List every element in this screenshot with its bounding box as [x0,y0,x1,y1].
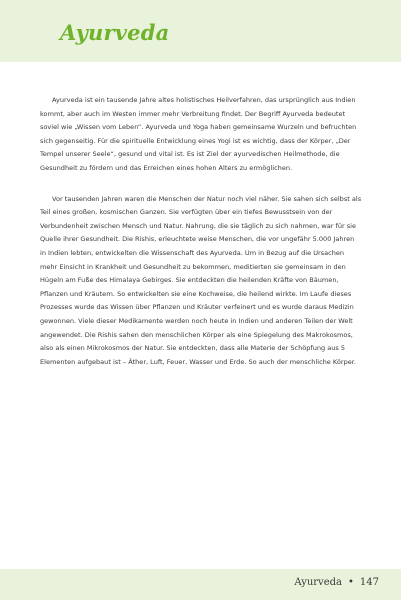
body-text [40,94,362,386]
footer-separator: • [348,577,354,588]
paragraph-1: Ayurveda ist ein tausende Jahre altes holistisches Heilverfahren, das ursprünglich aus Indien kommt, aber auch im Westen immer mehr Verbreitung findet. Der Begriff Ayurveda bedeutet soviel wie „Wissen vom Leben“. Ayurveda und Yoga haben gemeinsame Wurzeln und befruchten sich gegenseitig. Für die spirituelle Entwicklung eines Yogi ist es wichtig, dass der Körper, „Der Tempel unserer Seele“, gesund und vital ist. Es ist Ziel der ayurvedischen Heilmethode, die Gesundheit zu fördern und das Erreichen eines hohen Alters zu ermöglichen. [40,96,357,172]
paragraph-2: Vor tausenden Jahren waren die Menschen der Natur noch viel näher. Sie sahen sich selbst als Teil eines großen, kosmischen Ganzen. Sie verfügten über ein tiefes Bewusstsein von der Verbundenheit zwischen Mensch und Natur. Nahrung, die sie täglich zu sich nahmen, war für sie Quelle ihrer Gesundheit. Die Rishis, erleuchtete weise Menschen, die vor ungefähr 5.000 Jahren in Indien lebten, entwickelten die Wissenschaft des Ayurveda. Um in Bezug auf die Ursachen mehr Einsicht in Krankheit und Gesundheit zu bekommen, meditierten sie gemeinsam in den Hügeln am Fuße des Himalaya Gebirges. Sie entdeckten die heilenden Kräfte von Bäumen, Pflanzen und Kräutern. So entwickelten sie eine Kochweise, die heilend wirkte. Im Laufe dieses Prozesses wurde das Wissen über Pflanzen und Kräuter verfeinert und es wurde daraus Medizin gewonnen. Viele dieser Medikamente werden noch heute in Indien und anderen Teilen der Welt angewendet. Die Rishis sahen den menschlichen Körper als eine Spiegelung des Makrokosmos, also als einen Mikrokosmos der Natur. Sie entdeckten, dass alle Materie der Schöpfung aus 5 Elementen aufgebaut ist – Äther, Luft, Feuer, Wasser und Erde. So auch der menschliche Körper. [40,194,362,366]
running-title: Ayurveda [294,577,342,588]
chapter-title: Ayurveda [60,20,170,45]
page-footer [294,577,379,588]
page-number: 147 [359,577,379,588]
